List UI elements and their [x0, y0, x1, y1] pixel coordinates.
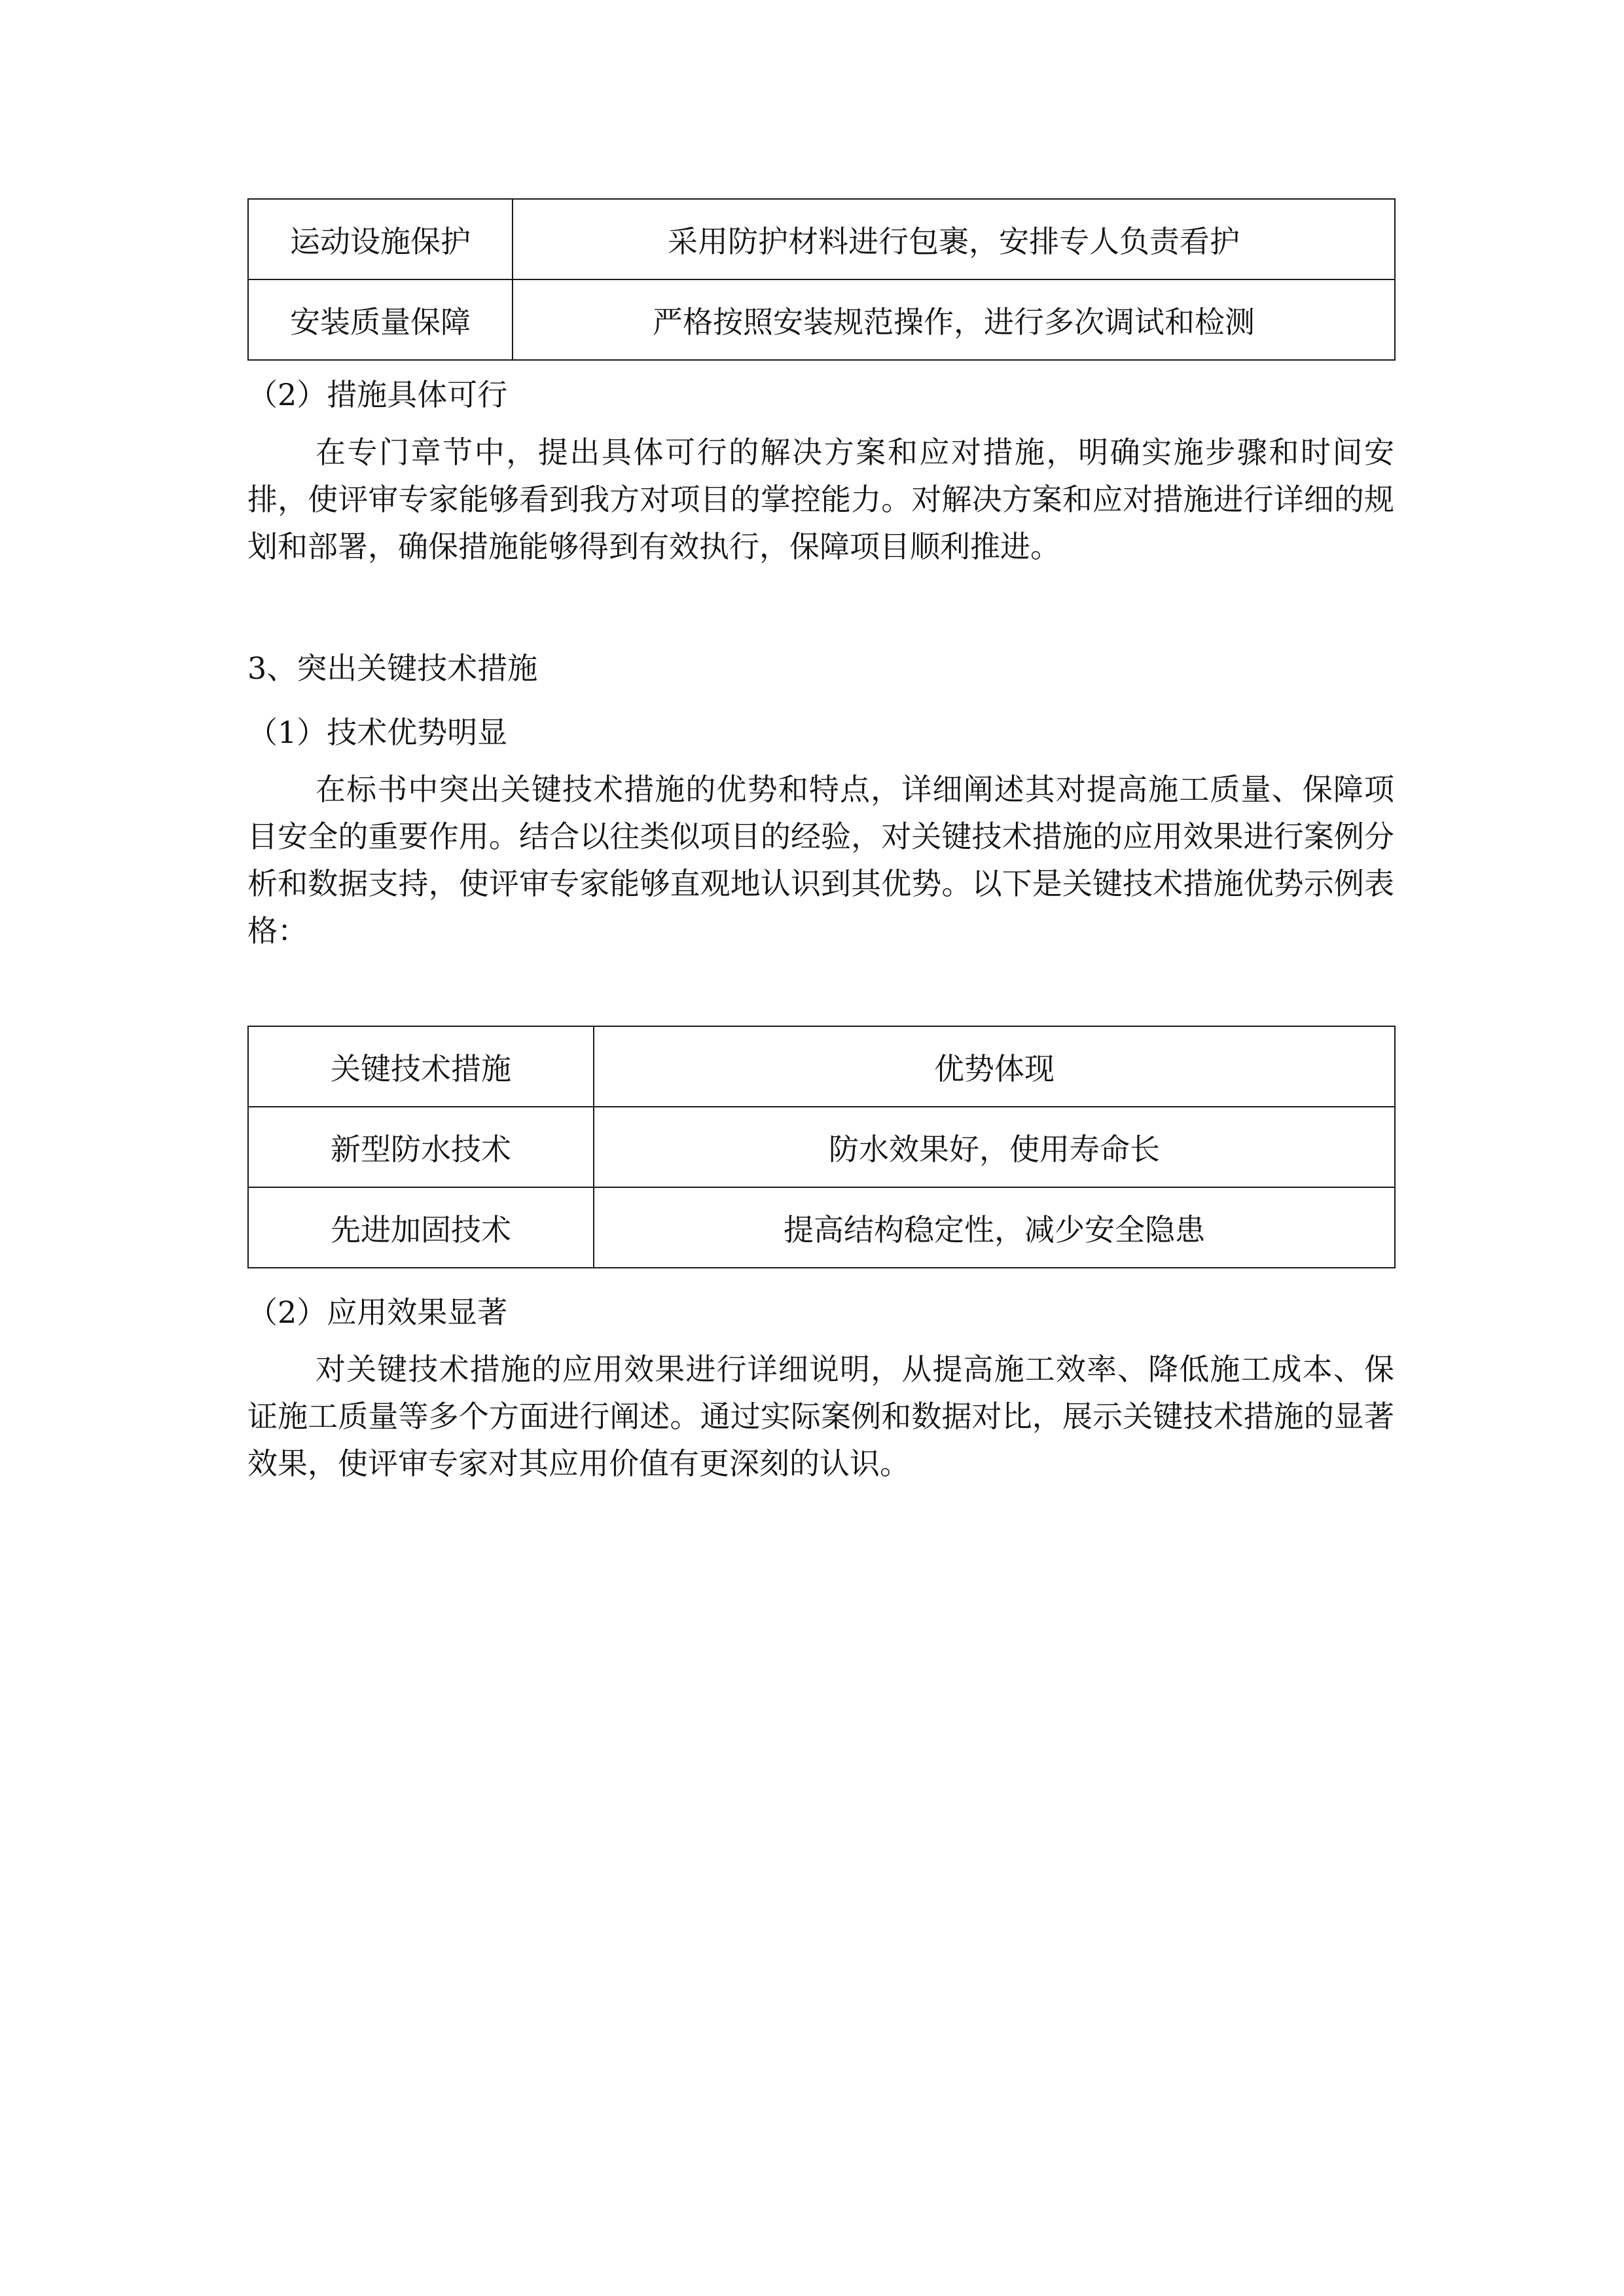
table-row: [248, 279, 1395, 360]
table-cell-description: 采用防护材料进行包裹，安排专人负责看护: [513, 199, 1395, 279]
subheading-measures-feasible: （2）措施具体可行: [247, 377, 508, 412]
subheading-application-effect: （2）应用效果显著: [247, 1295, 508, 1330]
table-cell-measure: 安装质量保障: [248, 279, 513, 360]
heading-key-technical-measures: 3、突出关键技术措施: [247, 651, 538, 686]
table-cell-description: 严格按照安装规范操作，进行多次调试和检测: [513, 279, 1395, 360]
paragraph-measures-feasible: 在专门章节中，提出具体可行的解决方案和应对措施，明确实施步骤和时间安排，使评审专家能够看到我方对项目的掌控能力。对解决方案和应对措施进行详细的规划和部署，确保措施能够得到有效执行，保障项目顺利推进。: [247, 435, 1394, 564]
table-cell-measure: 新型防水技术: [248, 1107, 594, 1187]
table-cell-advantage: 防水效果好，使用寿命长: [594, 1107, 1395, 1187]
measures-table: [247, 198, 1396, 361]
table-header-row: [248, 1026, 1395, 1107]
table-row: [248, 199, 1395, 279]
subheading-technical-advantages: （1）技术优势明显: [247, 715, 508, 750]
table-cell-measure: 运动设施保护: [248, 199, 513, 279]
table-cell-advantage: 提高结构稳定性，减少安全隐患: [594, 1187, 1395, 1268]
table-header-advantage: 优势体现: [594, 1026, 1395, 1107]
paragraph-application-effect: 对关键技术措施的应用效果进行详细说明，从提高施工效率、降低施工成本、保证施工质量等多个方面进行阐述。通过实际案例和数据对比，展示关键技术措施的显著效果，使评审专家对其应用价值有更深刻的认识。: [247, 1352, 1394, 1481]
table-header-measure: 关键技术措施: [248, 1026, 594, 1107]
table-cell-measure: 先进加固技术: [248, 1187, 594, 1268]
table-row: [248, 1107, 1395, 1187]
paragraph-technical-advantages: 在标书中突出关键技术措施的优势和特点，详细阐述其对提高施工质量、保障项目安全的重要作用。结合以往类似项目的经验，对关键技术措施的应用效果进行案例分析和数据支持，使评审专家能够直观地认识到其优势。以下是关键技术措施优势示例表格：: [247, 772, 1394, 948]
key-technology-advantages-table: [247, 1026, 1396, 1268]
table-row: [248, 1187, 1395, 1268]
